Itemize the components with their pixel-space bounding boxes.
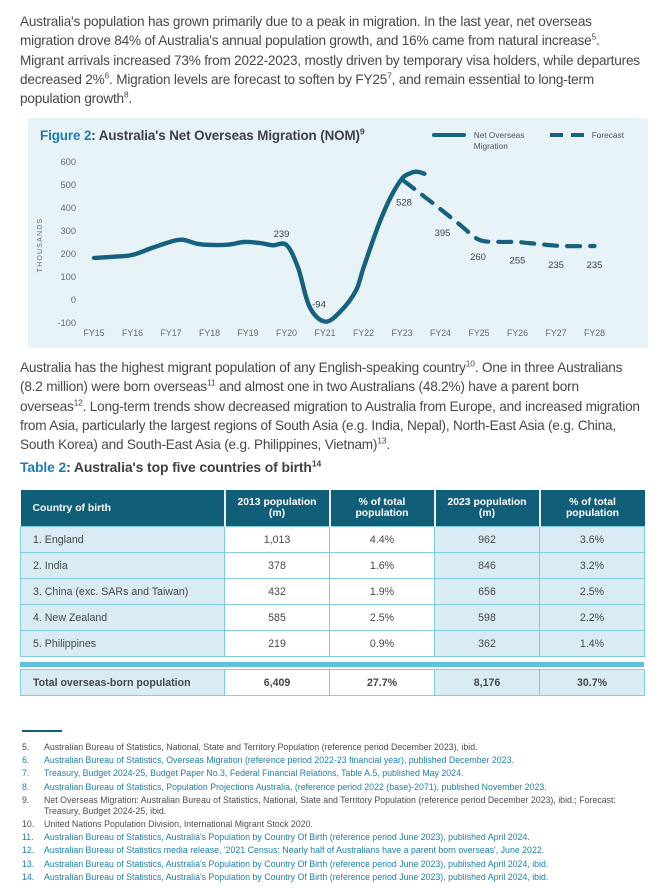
text-segment: .: [386, 437, 390, 453]
table-cell: 656: [435, 579, 540, 605]
footnote-number: 6.: [22, 755, 30, 766]
table-total-row: [21, 670, 645, 696]
x-tick-label: FY28: [583, 328, 606, 338]
table-cell: 1.9%: [330, 579, 435, 605]
footnote-item-link[interactable]: [22, 832, 618, 843]
footnote-number: 12.: [22, 845, 35, 856]
x-tick-label: FY18: [198, 328, 221, 338]
footnote-item: [22, 795, 618, 817]
table-cell: 2.2%: [540, 605, 645, 631]
footnote-ref: 8: [123, 89, 129, 100]
data-point-label: 395: [434, 228, 451, 240]
table-label: Table 2: [20, 459, 67, 475]
text-segment: and almost one in two Australians (48.2%) have a parent born overseas: [20, 379, 579, 414]
text-segment: Australia's population has grown primarily due to a peak in migration. In the last year, net overseas migration drove 84% of Australia's annual population growth, and 16% came from natural increase: [20, 14, 592, 49]
y-tick-label: 600: [60, 157, 76, 167]
footnote-ref: 11: [207, 377, 216, 388]
data-point-label: 260: [470, 252, 486, 264]
y-axis-title: THOUSANDS: [37, 217, 44, 273]
footnote-item-link[interactable]: [22, 845, 618, 856]
table-heading: [20, 459, 321, 475]
footnote-text: Australian Bureau of Statistics, Australia's Population by Country Of Birth (reference period June 2023), published April 2024, ibid.: [44, 871, 549, 882]
table-cell: 1.6%: [330, 553, 435, 579]
table-total-cell: 27.7%: [330, 670, 435, 696]
table-cell: 1,013: [225, 527, 330, 553]
figure-label: Figure 2: [40, 128, 92, 143]
x-tick-label: FY20: [275, 328, 298, 338]
table-cell: 362: [435, 631, 540, 657]
data-point-label: 235: [548, 259, 564, 271]
table-cell: 3. China (exc. SARs and Taiwan): [21, 579, 225, 605]
text-segment: . Migration levels are forecast to soften by FY25: [109, 71, 388, 87]
footnote-number: 14.: [22, 871, 35, 882]
table-header-cell: 2013 population (m): [225, 490, 330, 527]
y-tick-label: 300: [60, 226, 76, 236]
table-cell: 378: [225, 553, 330, 579]
data-point-label: 235: [586, 259, 603, 271]
table-header-row: [21, 490, 645, 527]
x-tick-label: FY16: [121, 328, 144, 338]
table-cell: 219: [225, 631, 330, 657]
table-total-cell: 6,409: [225, 670, 330, 696]
total-row-table: [20, 669, 645, 696]
legend-label-net-overseas-migration: Net Overseas Migration: [473, 130, 525, 151]
table-row: [21, 631, 645, 657]
table-cell: 598: [435, 605, 540, 631]
footnote-text: Australian Bureau of Statistics, Australia's Population by Country Of Birth (reference period June 2023), published April 2024.: [44, 832, 530, 843]
legend-label-forecast: Forecast: [591, 130, 624, 140]
footnote-ref: 12: [73, 397, 83, 408]
footnote-number: 7.: [22, 768, 30, 779]
footnote-ref: 10: [465, 358, 475, 369]
table-title-text: : Australia's top five countries of birth: [66, 459, 312, 475]
text-segment: Australia has the highest migrant population of any English-speaking country: [20, 360, 466, 375]
footnote-number: 10.: [22, 818, 35, 829]
table-cell: 4. New Zealand: [21, 605, 225, 631]
countries-of-birth-table-wrap: [20, 490, 644, 696]
table-header-cell: 2023 population (m): [435, 490, 540, 527]
footnote-ref: 14: [311, 458, 322, 469]
footnote-item-link[interactable]: [22, 755, 618, 766]
footnote-text: Treasury, Budget 2024-25, Budget Paper No.3, Federal Financial Relations, Table A.5, published May 2024.: [44, 768, 464, 779]
data-point-label: 255: [509, 255, 526, 267]
x-tick-label: FY23: [391, 328, 413, 338]
table-cell: 3.2%: [540, 553, 645, 579]
table-row: [21, 579, 645, 605]
footnote-number: 9.: [22, 794, 30, 805]
footnotes-section: [22, 730, 618, 885]
y-tick-label: 500: [60, 180, 76, 190]
text-segment: . Migrant arrivals increased 73% from 2022-2023, mostly driven by temporary visa holders, while departures decreased 2%: [20, 33, 640, 87]
table-row: [21, 527, 645, 553]
table-cell: 5. Philippines: [21, 631, 225, 657]
footnote-item: [22, 819, 618, 830]
data-point-label: -94: [312, 299, 326, 311]
text-segment: . Long-term trends show decreased migration to Australia from Europe, and increased migration from Asia, particularly the largest regions of South Asia (e.g. India, Nepal), North-East Asia (e.g. China, South Korea) and South-East Asia (e.g. Philippines, Vietnam): [20, 398, 640, 453]
x-tick-label: FY24: [429, 328, 452, 338]
total-row-separator-bar: [20, 662, 644, 667]
table-total-cell: 30.7%: [540, 670, 645, 696]
footnote-ref: 7: [387, 70, 392, 81]
table-total-cell: 8,176: [435, 670, 540, 696]
body-paragraph: [20, 358, 644, 454]
table-header-cell: % of total population: [540, 490, 645, 527]
footnote-text: Australian Bureau of Statistics, Australia's Population by Country Of Birth (reference period June 2023), published April 2024, ibid.: [44, 858, 549, 869]
footnote-list: [22, 742, 618, 883]
footnote-text: Net Overseas Migration: Australian Bureau of Statistics, National, State and Territory Population (reference period December 2023), ibid.; Forecast: Treasury, Budget 2024-25, ibid.: [44, 794, 616, 816]
x-tick-label: FY27: [545, 328, 567, 338]
table-row: [21, 605, 645, 631]
footnote-ref: 6: [104, 70, 110, 81]
y-tick-label: 100: [60, 272, 76, 282]
x-tick-label: FY15: [83, 328, 105, 338]
table-row: [21, 553, 645, 579]
x-tick-label: FY25: [468, 328, 490, 338]
footnote-number: 5.: [22, 742, 30, 752]
countries-of-birth-table: [20, 490, 645, 657]
table-cell: 1.4%: [540, 631, 645, 657]
y-tick-label: 400: [60, 203, 76, 213]
y-tick-label: -100: [57, 318, 76, 328]
text-segment: .: [128, 91, 133, 107]
table-cell: 3.6%: [540, 527, 645, 553]
footnote-item-link[interactable]: [22, 768, 618, 779]
footnote-number: 8.: [22, 781, 30, 792]
footnote-ref: 9: [359, 126, 365, 137]
table-cell: 962: [435, 527, 540, 553]
forecast-dashed-line: [404, 181, 595, 246]
figure-2-panel: [28, 118, 648, 348]
net-overseas-migration-line: [94, 172, 424, 322]
footnote-number: 11.: [22, 832, 34, 843]
footnote-divider: [22, 730, 62, 732]
y-tick-label: 0: [70, 295, 76, 305]
x-tick-label: FY22: [352, 328, 375, 338]
x-tick-label: FY21: [314, 328, 336, 338]
footnote-ref: 13: [377, 435, 387, 446]
footnote-number: 13.: [22, 858, 35, 869]
text-segment: . One in three Australians (8.2 million) were born overseas: [20, 360, 623, 395]
table-header-cell: Country of birth: [21, 490, 225, 527]
data-point-label: 239: [273, 229, 290, 241]
footnote-text: Australian Bureau of Statistics media release, '2021 Census: Nearly half of Australians have a parent born overseas', June 2022.: [44, 845, 545, 856]
table-cell: 585: [225, 605, 330, 631]
footnote-text: Australian Bureau of Statistics, Overseas Migration (reference period 2022-23 financial year), published December 2023.: [44, 755, 514, 766]
table-cell: 0.9%: [330, 631, 435, 657]
x-tick-label: FY17: [160, 328, 182, 338]
footnote-item-link[interactable]: [22, 872, 618, 883]
footnote-text: Australian Bureau of Statistics, National, State and Territory Population (reference period December 2023), ibid.: [44, 742, 478, 752]
table-cell: 1. England: [21, 527, 225, 553]
table-header-cell: % of total population: [330, 490, 435, 527]
table-cell: 2. India: [21, 553, 225, 579]
footnote-ref: 5: [591, 31, 597, 42]
data-point-label: 528: [396, 197, 412, 209]
figure-title-text: : Australia's Net Overseas Migration (NOM): [91, 128, 360, 143]
x-tick-label: FY19: [237, 328, 259, 338]
table-cell: 432: [225, 579, 330, 605]
table-cell: 2.5%: [540, 579, 645, 605]
nom-line-chart: [28, 118, 648, 348]
footnote-text: United Nations Population Division, International Migrant Stock 2020.: [44, 818, 313, 829]
table-cell: 4.4%: [330, 527, 435, 553]
footnote-item-link[interactable]: [22, 859, 618, 870]
table-cell: 2.5%: [330, 605, 435, 631]
text-segment: , and remain essential to long-term population growth: [20, 71, 594, 107]
y-tick-label: 200: [60, 249, 76, 259]
footnote-text: Australian Bureau of Statistics, Population Projections Australia, (reference period 2022 (base)-2071), published November 2023.: [44, 781, 547, 792]
table-total-cell: Total overseas-born population: [21, 670, 225, 696]
intro-paragraph: [20, 12, 644, 108]
footnote-item: [22, 742, 618, 753]
footnote-item-link[interactable]: [22, 782, 618, 793]
table-cell: 846: [435, 553, 540, 579]
x-tick-label: FY26: [506, 328, 529, 338]
